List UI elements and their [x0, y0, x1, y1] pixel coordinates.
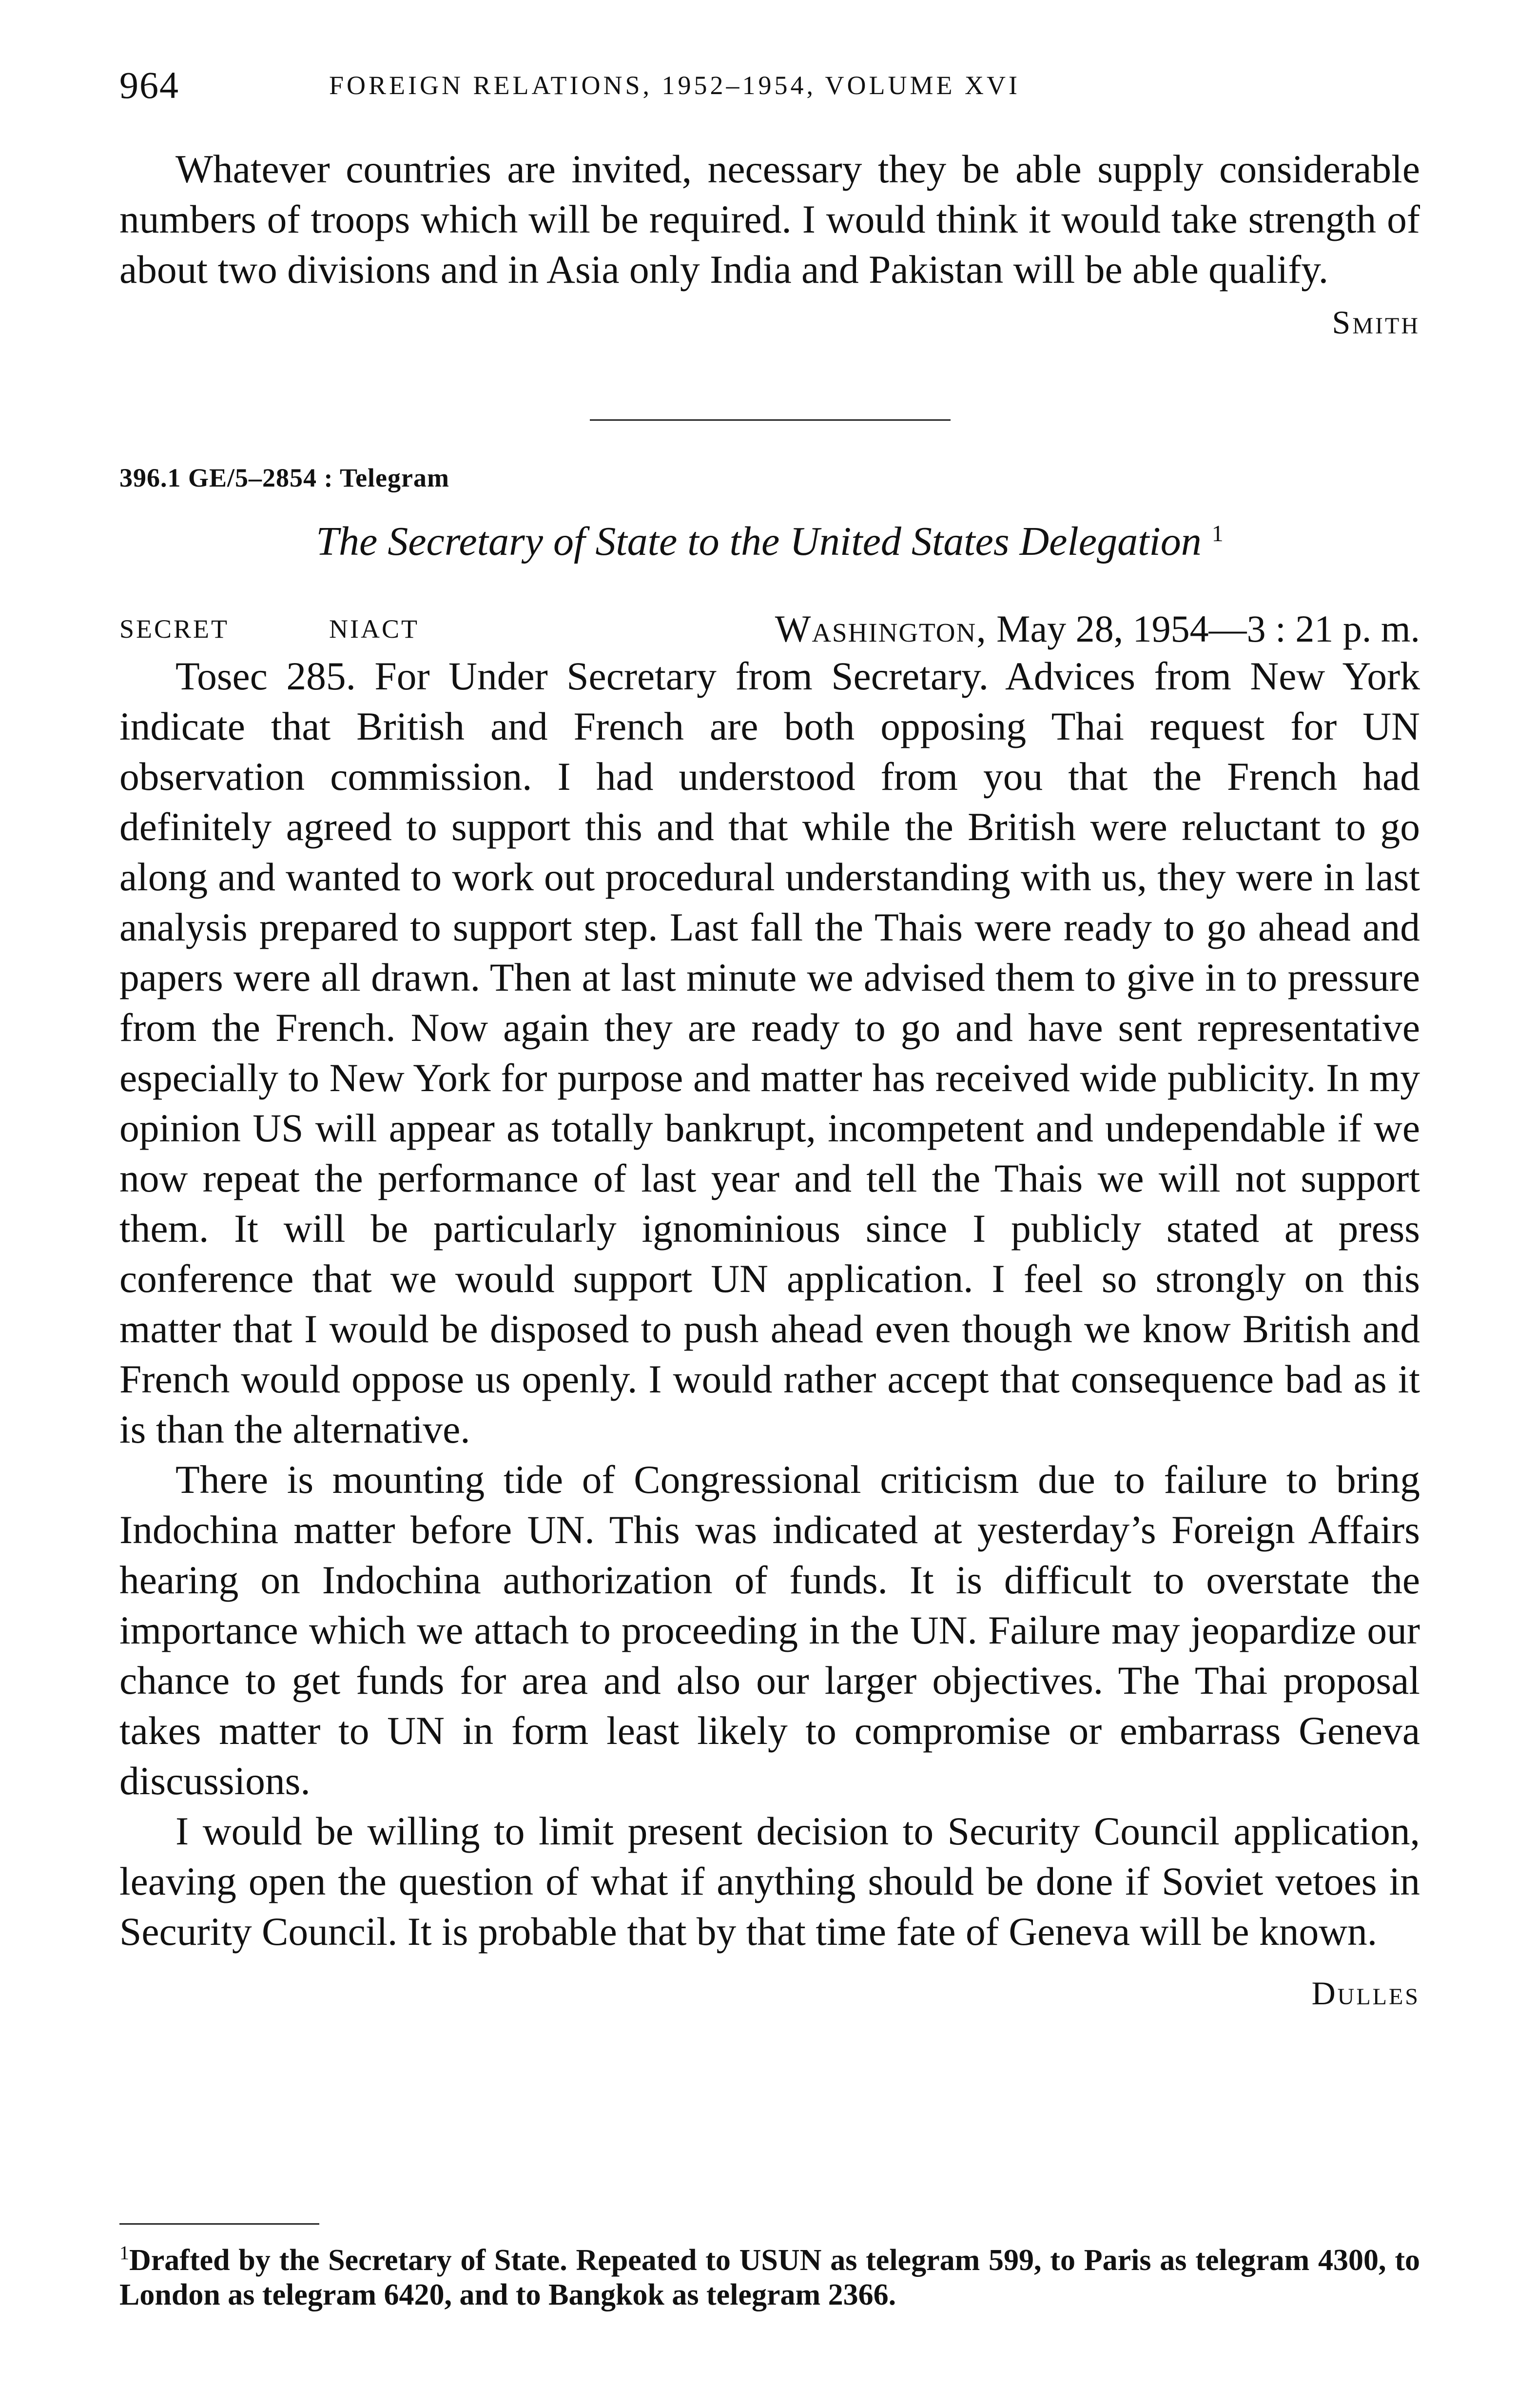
place: Washington,: [775, 607, 987, 650]
title-footnote-marker: 1: [1211, 521, 1224, 547]
date-time: May 28, 1954—3 : 21 p. m.: [996, 607, 1420, 650]
classification: SECRET: [119, 614, 230, 644]
footnote-text: Drafted by the Secretary of State. Repeated to USUN as telegram 599, to Paris as telegram 4300, to London as telegram 6420, and to Bangkok as telegram 2366.: [119, 2244, 1420, 2311]
file-reference: 396.1 GE/5–2854 : Telegram: [119, 463, 449, 492]
telegram-paragraph: Tosec 285. For Under Secretary from Secretary. Advices from New York indicate that British and French are both opposing Thai request for UN observation commission. I had understood from you that the French had definitely agreed to support this and that while the British were reluctant to go along and wanted to work out procedural understanding with us, they were in last analysis prepared to support step. Last fall the Thais were ready to go ahead and papers were all drawn. Then at last minute we advised them to give in to pressure from the French. Now again they are ready to go and have sent representative especially to New York for purpose and matter has received wide publicity. In my opinion US will appear as totally bankrupt, incompetent and undependable if we now repeat the performance of last year and tell the Thais we will not support them. It will be particularly ignominious since I publicly stated at press conference that we would support UN application. I feel so strongly on this matter that I would be disposed to push ahead even though we know British and French would oppose us openly. I would rather accept that consequence bad as it is than the alternative.: [119, 654, 1420, 1451]
telegram-paragraph: There is mounting tide of Congressional criticism due to failure to bring Indochina matter before UN. This was indicated at yesterday’s Foreign Affairs hearing on Indochina authorization of funds. It is difficult to overstate the importance which we attach to proceeding in the UN. Failure may jeopardize our chance to get funds for area and also our larger objectives. The Thai proposal takes matter to UN in form least likely to compromise or embarrass Geneva discussions.: [119, 1457, 1420, 1803]
running-head: FOREIGN RELATIONS, 1952–1954, VOLUME XVI: [329, 71, 1020, 100]
previous-document-ending: [119, 144, 1420, 349]
telegram-body: [119, 651, 1420, 2020]
dateline: [119, 605, 1420, 653]
previous-signature: Smith: [1332, 304, 1420, 341]
previous-closing-paragraph: Whatever countries are invited, necessary they be able supply considerable numbers of troops which will be required. I would think it would take strength of about two divisions and in Asia only India and Pakistan will be able qualify.: [119, 147, 1420, 292]
page-header: [119, 59, 1421, 112]
document-title-text: The Secretary of State to the United States Delegation: [316, 519, 1202, 564]
document-title: [119, 507, 1420, 568]
telegram-paragraph: I would be willing to limit present decision to Security Council application, leaving open the question of what if anything should be done if Soviet vetoes in Security Council. It is probable that by that time fate of Geneva will be known.: [119, 1809, 1420, 1954]
telegram-signature: Dulles: [1311, 1975, 1420, 2012]
document-separator-rule: [590, 419, 951, 421]
place-and-date: [775, 605, 1420, 653]
page-number: 964: [119, 64, 179, 106]
footnote: [119, 2235, 1420, 2312]
footnote-rule: [119, 2223, 319, 2225]
handling-indicator: NIACT: [329, 614, 419, 644]
footnote-marker: 1: [119, 2242, 129, 2264]
